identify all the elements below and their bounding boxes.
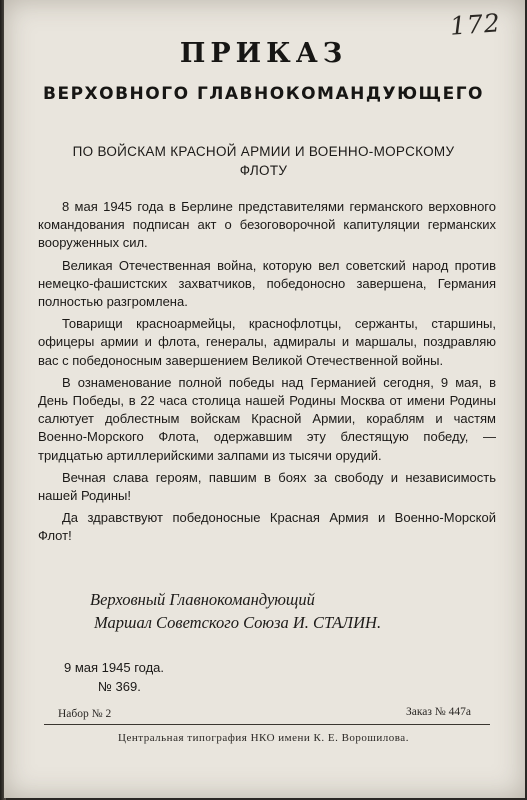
footer-divider — [44, 724, 490, 725]
footer-typography: Центральная типография НКО имени К. Е. Ворошилова. — [118, 732, 409, 744]
paragraph-war-ended: Великая Отечественная война, которую вел советский народ против немецко-фашистских захватчиков, победоносно завершена, Германия полностью разгромлена. — [38, 257, 496, 310]
document-subtitle: ВЕРХОВНОГО ГЛАВНОКОМАНДУЮЩЕГО — [43, 84, 484, 104]
order-body — [38, 198, 496, 550]
handwritten-page-number: 172 — [449, 8, 502, 41]
footer-zakaz: Заказ № 447а — [406, 706, 472, 718]
address-heading — [0, 142, 527, 180]
signature-block — [90, 588, 381, 634]
order-number: № 369. — [98, 679, 141, 694]
paragraph-eternal-glory: Вечная слава героям, павшим в боях за свободу и независимость нашей Родины! — [38, 469, 496, 504]
paragraph-salute: В ознаменование полной победы над Германией сегодня, 9 мая, в День Победы, в 22 часа столица нашей Родины Москва от имени Родины салютует доблестным войскам Красной Армии, кораблям и частям Военно-Морского Флота, одержавшим эту блестящую победу, — тридцатью артиллерийскими залпами из тысячи орудий. — [38, 374, 496, 463]
paragraph-congratulations: Товарищи красноармейцы, краснофлотцы, сержанты, старшины, офицеры армии и флота, генералы, адмиралы и маршалы, поздравляю вас с победоносным завершением Великой Отечественной войны. — [38, 316, 496, 368]
order-date-block — [64, 658, 164, 696]
order-date: 9 мая 1945 года. — [64, 660, 165, 675]
paragraph-capitulation: 8 мая 1945 года в Берлине представителями германского верховного командования подписан акт о безоговорочной капитуляции германских вооруженных сил. — [38, 199, 496, 251]
signature-rank: Верховный Главнокомандующий — [90, 590, 315, 609]
address-line-2: ФЛОТУ — [239, 163, 288, 178]
signature-name: Маршал Советского Союза И. СТАЛИН. — [94, 613, 382, 632]
footer-nabor: Набор № 2 — [58, 708, 112, 720]
document-title: ПРИКАЗ — [179, 38, 348, 69]
address-line-1: ПО ВОЙСКАМ КРАСНОЙ АРМИИ И ВОЕННО-МОРСКОМУ — [72, 144, 455, 159]
paragraph-long-live: Да здравствуют победоносные Красная Армия и Военно-Морской Флот! — [38, 510, 496, 544]
